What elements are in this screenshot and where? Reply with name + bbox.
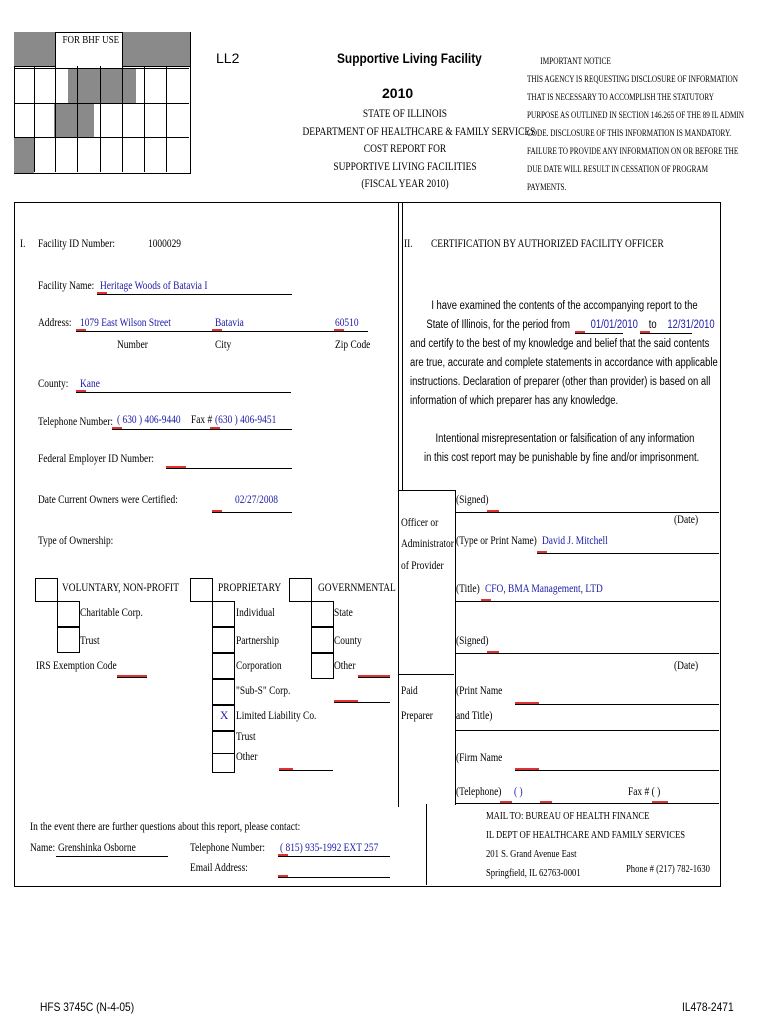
other-gov-checkbox[interactable] (311, 653, 334, 679)
notice-line: FAILURE TO PROVIDE ANY INFORMATION ON OR BEFORE THE (527, 146, 739, 156)
voluntary-checkbox[interactable] (35, 578, 58, 602)
warning-line: Intentional misrepresentation or falsification of any information (435, 433, 695, 445)
form-year: 2010 (382, 85, 414, 101)
other-specify-field[interactable] (279, 770, 333, 771)
bhf-use-label: FOR BHF USE (62, 34, 120, 46)
fax-label: Fax # (191, 414, 213, 426)
agency-line: SUPPORTIVE LIVING FACILITIES (333, 160, 477, 173)
contact-phone-field[interactable]: ( 815) 935-1992 EXT 257 (280, 842, 379, 854)
address-label: Address: (38, 317, 72, 329)
llc-checkbox[interactable] (212, 705, 235, 731)
preparer-signed-label: (Signed) (456, 635, 489, 647)
fein-field[interactable] (166, 468, 292, 469)
notice-line: THIS AGENCY IS REQUESTING DISCLOSURE OF INFORMATION (527, 74, 738, 84)
county-gov-label: County (334, 635, 362, 647)
facility-name-field[interactable]: Heritage Woods of Batavia I (100, 280, 208, 292)
officer-signature-field[interactable] (456, 512, 719, 513)
subs-extra-field[interactable] (334, 702, 390, 703)
number-caption: Number (117, 339, 148, 351)
cert-line: information of which preparer has any knowledge. (410, 395, 619, 407)
print-name-label: (Print Name (456, 685, 503, 697)
irs-exemption-label: IRS Exemption Code (36, 660, 117, 672)
mail-line: IL DEPT OF HEALTHCARE AND FAMILY SERVICES (486, 830, 686, 841)
telephone-field[interactable]: ( 630 ) 406-9440 (117, 414, 181, 426)
period-to-label: to (648, 319, 657, 331)
agency-line: COST REPORT FOR (363, 143, 447, 155)
officer-title-field[interactable]: CFO, BMA Management, LTD (485, 583, 603, 595)
document-id: IL478-2471 (682, 1000, 734, 1014)
agency-line: (FISCAL YEAR 2010) (361, 178, 449, 190)
trust-label: Trust (80, 635, 100, 647)
ownership-label: Type of Ownership: (38, 535, 114, 547)
cert-line: instructions. Declaration of preparer (other than provider) is based on all (410, 376, 711, 388)
important-notice (527, 52, 762, 196)
agency-line: DEPARTMENT OF HEALTHCARE & FAMILY SERVICES (302, 125, 536, 138)
section-2-num: II. (404, 238, 413, 250)
contact-name-field[interactable]: Grenshinka Osborne (58, 842, 136, 854)
section-2-title: CERTIFICATION BY AUTHORIZED FACILITY OFFICER (431, 238, 664, 250)
corporation-checkbox[interactable] (212, 653, 235, 679)
other-checkbox[interactable] (212, 753, 235, 773)
certified-label: Date Current Owners were Certified: (38, 494, 178, 506)
voluntary-label: VOLUNTARY, NON-PROFIT (62, 582, 179, 594)
preparer-signature-field[interactable] (456, 653, 719, 654)
form-code: LL2 (216, 50, 240, 66)
contact-phone-label: Telephone Number: (190, 842, 266, 854)
subs-corp-label: "Sub-S" Corp. (236, 685, 291, 697)
cert-line: and certify to the best of my knowledge and belief that the said contents (410, 338, 710, 350)
cert-line: I have examined the contents of the accompanying report to the (431, 300, 698, 312)
fein-label: Federal Employer ID Number: (38, 453, 155, 465)
cert-line: State of Illinois, for the period from (426, 319, 571, 331)
trust2-label: Trust (236, 731, 256, 743)
street-field[interactable]: 1079 East Wilson Street (80, 317, 171, 329)
trust-checkbox[interactable] (57, 627, 80, 653)
telephone-label-2: (Telephone) (456, 786, 502, 798)
warning-text (424, 430, 714, 468)
period-from-field[interactable]: 01/01/2010 (590, 319, 638, 331)
cert-line: are true, accurate and complete statements in accordance with applicable (410, 357, 718, 369)
proprietary-label: PROPRIETARY (218, 582, 282, 594)
state-checkbox[interactable] (311, 601, 334, 627)
partnership-label: Partnership (236, 635, 279, 647)
mail-phone: Phone # (217) 782-1630 (626, 864, 710, 875)
contact-name-label: Name: (30, 842, 56, 854)
officer-label-1: Officer or (401, 517, 439, 529)
officer-name-field[interactable]: David J. Mitchell (542, 535, 608, 547)
form-number: HFS 3745C (N-4-05) (40, 1000, 135, 1014)
mail-line: MAIL TO: BUREAU OF HEALTH FINANCE (486, 811, 650, 822)
individual-checkbox[interactable] (212, 601, 235, 627)
llc-label: Limited Liability Co. (236, 710, 317, 722)
preparer-label: Preparer (401, 710, 433, 722)
governmental-checkbox[interactable] (289, 578, 312, 602)
city-caption: City (215, 339, 232, 351)
telephone-label: Telephone Number: (38, 416, 114, 428)
trust2-checkbox[interactable] (212, 731, 235, 755)
notice-line: PAYMENTS. (527, 182, 567, 192)
contact-intro: In the event there are further questions about this report, please contact: (30, 821, 301, 833)
partnership-checkbox[interactable] (212, 627, 235, 653)
individual-label: Individual (236, 607, 275, 619)
corporation-label: Corporation (236, 660, 282, 672)
fax-field[interactable]: (630 ) 406-9451 (215, 414, 277, 426)
firm-name-label: (Firm Name (456, 752, 503, 764)
paid-label: Paid (401, 685, 418, 697)
notice-line: THAT IS NECESSARY TO ACCOMPLISH THE STATUTORY (527, 92, 714, 102)
charitable-checkbox[interactable] (57, 601, 80, 627)
certified-date-field[interactable]: 02/27/2008 (235, 494, 278, 506)
county-label: County: (38, 378, 69, 390)
agency-block (280, 106, 536, 194)
warning-line: in this cost report may be punishable by fine and/or imprisonment. (424, 452, 700, 464)
notice-line: DUE DATE WILL RESULT IN CESSATION OF PROGRAM (527, 164, 709, 174)
certification-text (410, 297, 718, 411)
city-field[interactable]: Batavia (215, 317, 244, 329)
other-gov-label: Other (334, 660, 356, 672)
county-field[interactable]: Kane (80, 378, 100, 390)
governmental-label: GOVERNMENTAL (318, 582, 396, 594)
and-title-label: and Title) (456, 710, 493, 722)
charitable-label: Charitable Corp. (80, 607, 143, 619)
mail-line: 201 S. Grand Avenue East (486, 849, 577, 860)
preparer-fax-label[interactable]: Fax # ( ) (628, 786, 661, 798)
state-label: State (334, 607, 353, 619)
firm-name-field[interactable] (515, 770, 719, 771)
irs-exemption-field[interactable] (117, 677, 147, 678)
type-print-label: (Type or Print Name) (456, 535, 537, 547)
other-label: Other (236, 751, 258, 763)
facility-id-label: Facility ID Number: (38, 238, 116, 250)
preparer-date-label: (Date) (674, 660, 699, 672)
form-title: Supportive Living Facility (337, 50, 482, 66)
zip-field[interactable]: 60510 (335, 317, 359, 329)
county-gov-checkbox[interactable] (311, 627, 334, 653)
period-to-field[interactable]: 12/31/2010 (667, 319, 715, 331)
facility-name-label: Facility Name: (38, 280, 95, 292)
notice-line: CODE. DISCLOSURE OF THIS INFORMATION IS MANDATORY. (527, 128, 732, 138)
llc-check-mark: X (220, 710, 229, 722)
notice-title: IMPORTANT NOTICE (540, 56, 611, 66)
proprietary-checkbox[interactable] (190, 578, 213, 602)
date-label: (Date) (674, 514, 699, 526)
preparer-phone-field[interactable]: ( ) (514, 786, 523, 798)
signed-label: (Signed) (456, 494, 489, 506)
notice-line: PURPOSE AS OUTLINED IN SECTION 146.265 OF THE 89 IL ADMIN (527, 110, 745, 120)
subs-corp-checkbox[interactable] (212, 679, 235, 705)
officer-label-3: of Provider (401, 560, 444, 572)
agency-line: STATE OF ILLINOIS (362, 108, 448, 120)
preparer-name-field[interactable] (515, 704, 719, 705)
facility-id-value[interactable]: 1000029 (148, 238, 182, 250)
contact-email-field[interactable] (278, 877, 390, 878)
title-label: (Title) (456, 583, 480, 595)
other-gov-field[interactable] (358, 677, 390, 678)
mail-line: Springfield, IL 62763-0001 (486, 868, 581, 879)
officer-label-2: Administrator (401, 538, 454, 550)
section-1-num: I. (20, 238, 26, 250)
contact-email-label: Email Address: (190, 862, 248, 874)
zip-caption: Zip Code (335, 339, 371, 351)
